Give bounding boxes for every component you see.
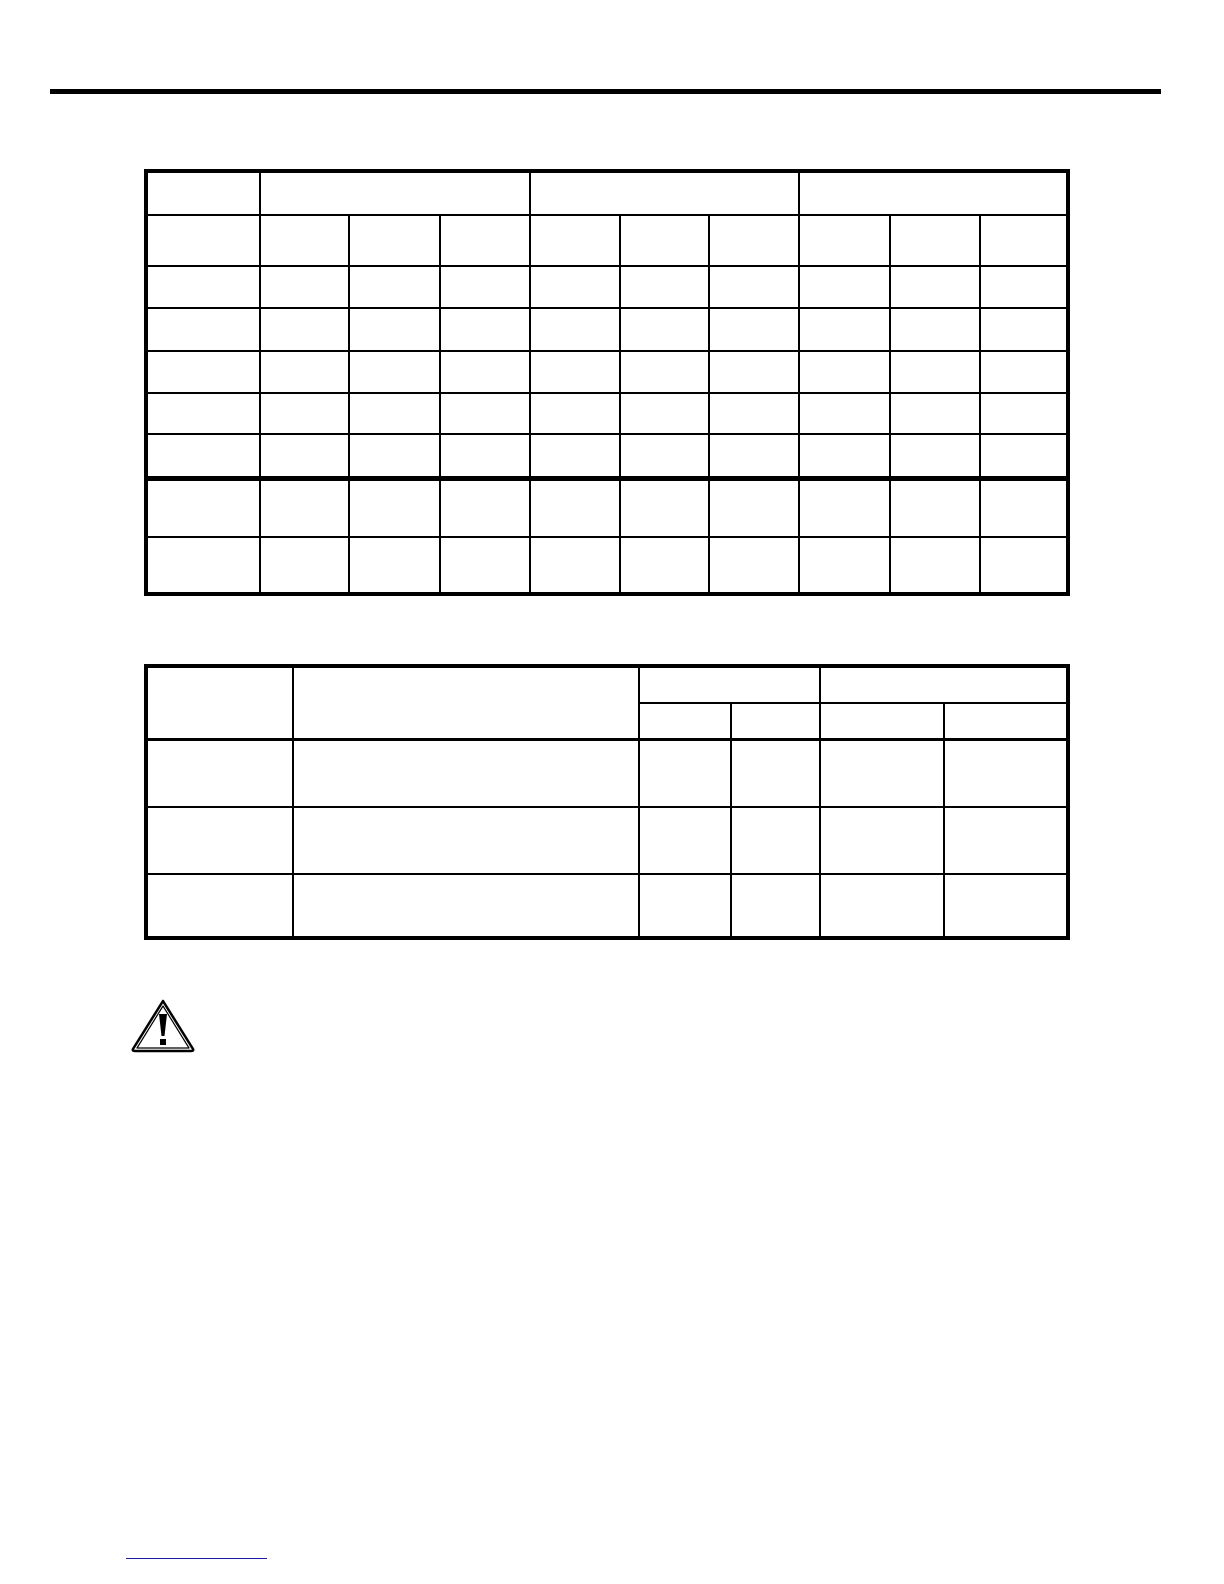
table1-subheader [260, 215, 349, 265]
table-row [146, 351, 1068, 393]
table-row [146, 807, 1068, 873]
table-cell [530, 308, 620, 350]
table-cell [890, 266, 980, 308]
table-cell [530, 351, 620, 393]
table-cell [440, 266, 530, 308]
table-cell [260, 434, 349, 478]
table-cell [980, 266, 1068, 308]
table-cell [890, 308, 980, 350]
table-cell [639, 874, 731, 939]
table-cell [944, 740, 1068, 807]
table-cell [530, 479, 620, 538]
table-cell [349, 537, 439, 594]
table-cell [820, 740, 944, 807]
table1-group-header [799, 171, 1068, 215]
table-cell [980, 434, 1068, 478]
header-rule [50, 89, 1161, 94]
table2-row-label [146, 874, 293, 939]
table1-subheader [349, 215, 439, 265]
table-cell [530, 434, 620, 478]
table1-summary-row [146, 479, 1068, 538]
table-cell [620, 308, 709, 350]
table2-group-header [820, 666, 1068, 703]
table-cell [349, 308, 439, 350]
table1-summary-row [146, 537, 1068, 594]
table-row [146, 434, 1068, 478]
table-cell [820, 807, 944, 873]
table1-subheader [890, 215, 980, 265]
table1-subheader [799, 215, 889, 265]
table-cell [620, 393, 709, 434]
table1-row-label [146, 434, 260, 478]
table-cell [349, 266, 439, 308]
table-row [146, 266, 1068, 308]
table-cell [890, 537, 980, 594]
table-cell [980, 479, 1068, 538]
table1-group-header [530, 171, 800, 215]
table-cell [260, 537, 349, 594]
table1-corner-cell [146, 171, 260, 215]
table-cell [890, 479, 980, 538]
table-cell [799, 537, 889, 594]
table2-header-cell [146, 666, 293, 740]
table-cell [440, 308, 530, 350]
table2-subheader [639, 703, 731, 739]
table-cell [620, 434, 709, 478]
table-cell [620, 351, 709, 393]
table-cell [260, 351, 349, 393]
data-table-1 [144, 169, 1070, 596]
table2-description-cell [293, 740, 639, 807]
table-cell [639, 807, 731, 873]
table2-subheader [731, 703, 820, 739]
table2-row-label [146, 740, 293, 807]
table-cell [709, 393, 799, 434]
table-cell [349, 434, 439, 478]
table1-subheader [530, 215, 620, 265]
table-cell [980, 308, 1068, 350]
table-row [146, 308, 1068, 350]
table-cell [799, 266, 889, 308]
table-cell [440, 351, 530, 393]
table1-subheader [620, 215, 709, 265]
table-cell [620, 479, 709, 538]
table1-subheader [709, 215, 799, 265]
table1-subheader-row [146, 215, 1068, 265]
table-cell [260, 393, 349, 434]
table-cell [709, 434, 799, 478]
table-cell [799, 434, 889, 478]
table-cell [799, 393, 889, 434]
table-cell [944, 807, 1068, 873]
table2-description-cell [293, 874, 639, 939]
table-cell [530, 393, 620, 434]
table-cell [349, 351, 439, 393]
table-cell [980, 351, 1068, 393]
table-cell [440, 537, 530, 594]
table-cell [944, 874, 1068, 939]
table-cell [890, 434, 980, 478]
table-cell [709, 308, 799, 350]
table2-subheader [944, 703, 1068, 739]
table1-row-label [146, 479, 260, 538]
footnote-rule [126, 1558, 267, 1559]
data-table-2 [144, 664, 1070, 940]
table-cell [440, 393, 530, 434]
table1-row-label [146, 393, 260, 434]
table1-row-label [146, 351, 260, 393]
warning-triangle-icon [130, 998, 196, 1054]
table1-subheader [980, 215, 1068, 265]
table1-row-label [146, 266, 260, 308]
table-cell [799, 479, 889, 538]
table-cell [709, 537, 799, 594]
table-cell [530, 537, 620, 594]
table2-description-cell [293, 807, 639, 873]
table1-subheader [440, 215, 530, 265]
table-row [146, 740, 1068, 807]
table-row [146, 874, 1068, 939]
table-cell [799, 308, 889, 350]
table-cell [620, 266, 709, 308]
table-cell [349, 479, 439, 538]
table1-row-label [146, 537, 260, 594]
table2-row-label [146, 807, 293, 873]
table-cell [530, 266, 620, 308]
table-cell [709, 266, 799, 308]
table1-group-header [260, 171, 530, 215]
table2-group-header-row [146, 666, 1068, 703]
table-cell [620, 537, 709, 594]
table2-subheader [820, 703, 944, 739]
table-cell [820, 874, 944, 939]
table-cell [890, 393, 980, 434]
table-cell [709, 479, 799, 538]
table-cell [260, 266, 349, 308]
table-cell [980, 537, 1068, 594]
table1-row-label [146, 308, 260, 350]
table-cell [639, 740, 731, 807]
table1-group-header-row [146, 171, 1068, 215]
table-cell [731, 740, 820, 807]
table2-group-header [639, 666, 820, 703]
table-cell [799, 351, 889, 393]
table-cell [980, 393, 1068, 434]
table-cell [260, 479, 349, 538]
table-cell [731, 874, 820, 939]
table-cell [731, 807, 820, 873]
table-cell [440, 434, 530, 478]
table-cell [890, 351, 980, 393]
table-cell [440, 479, 530, 538]
table-row [146, 393, 1068, 434]
table-cell [349, 393, 439, 434]
table2-header-cell [293, 666, 639, 740]
table-cell [260, 308, 349, 350]
table1-row-label [146, 215, 260, 265]
table-cell [709, 351, 799, 393]
